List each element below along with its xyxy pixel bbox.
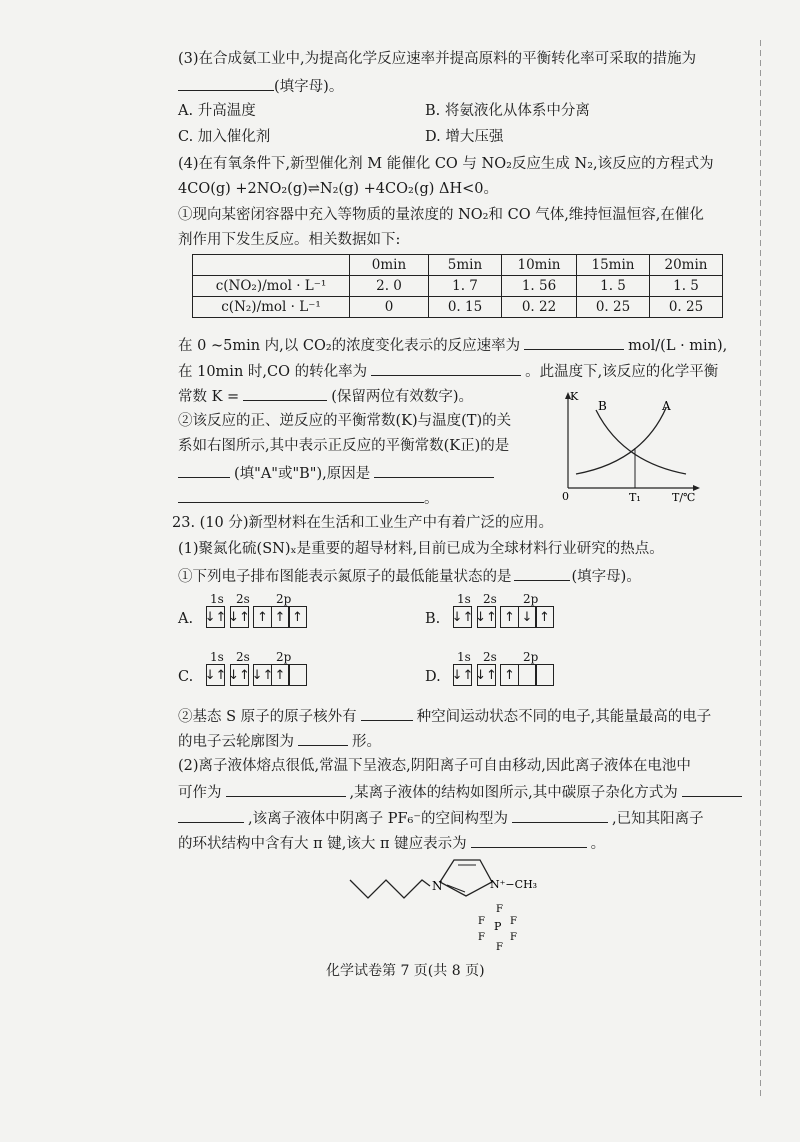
table-header-row [193, 255, 723, 276]
orbital-box: ↓↑ [453, 664, 472, 686]
pi-bond-blank[interactable] [471, 833, 587, 848]
table-header-cell: 10min [502, 255, 577, 276]
q4-equation: 4CO(g) +2NO₂(g)⇌N₂(g) +4CO₂(g) ΔH<0。 [178, 181, 498, 197]
orbital-box: ↑ [288, 606, 307, 628]
q23-part2-line3: ,该离子液体中阴离子 PF₆⁻的空间构型为 ,已知其阳离子 [178, 808, 704, 828]
reason-blank[interactable] [374, 463, 494, 478]
orbital-box: ↓↑ [230, 606, 249, 628]
f-label: F [478, 932, 485, 943]
q23-part1-2-line2: 的电子云轮廓图为 形。 [178, 731, 381, 751]
q23-part1-1: ①下列电子排布图能表示氮原子的最低能量状态的是 (填字母)。 [178, 566, 641, 586]
f-label: F [496, 904, 503, 915]
orbital-subshell-label: 2s [483, 592, 497, 606]
k-curve-blank[interactable] [178, 463, 230, 478]
q23-part1-2-line1: ②基态 S 原子的原子核外有 种空间运动状态不同的电子,其能量最高的电子 [178, 706, 711, 726]
table-cell: 0 [350, 297, 429, 318]
orbital-subshell-label: 1s [210, 592, 224, 606]
orbital-diagram [206, 606, 312, 628]
orbital-box: ↑ [271, 606, 290, 628]
binding-line [760, 40, 761, 1100]
orbital-box: ↓↑ [477, 664, 496, 686]
f-label: F [510, 916, 517, 927]
q3-option-b: B. 将氨液化从体系中分离 [425, 103, 590, 119]
q4-rate-line: 在 0 ~5min 内,以 CO₂的浓度变化表示的反应速率为 mol/(L · min), [178, 335, 727, 355]
butyl-chain [350, 880, 430, 898]
orbital-box: ↑ [535, 606, 554, 628]
orbital-box: ↓↑ [453, 606, 472, 628]
q4-stem: (4)在有氧条件下,新型催化剂 M 能催化 CO 与 NO₂反应生成 N₂,该反应的方程式为 [178, 156, 714, 172]
concentration-table [192, 254, 723, 318]
orbital-diagram [206, 664, 312, 686]
orbital-subshell-label: 2p [523, 592, 539, 606]
hybridization-blank-2[interactable] [178, 808, 244, 823]
table-cell: 1. 5 [650, 276, 723, 297]
table-cell: 0. 22 [502, 297, 577, 318]
orbital-box [518, 664, 537, 686]
q4-part2-line3: (填"A"或"B"),原因是 [178, 463, 494, 483]
curve-b-label: B [598, 399, 607, 413]
q3-answer-blank[interactable] [178, 76, 274, 91]
k-blank[interactable] [243, 386, 327, 401]
electron-count-blank[interactable] [361, 706, 413, 721]
table-header-cell: 0min [350, 255, 429, 276]
orbital-box: ↓↑ [206, 606, 225, 628]
orbital-box [535, 664, 554, 686]
page-footer: 化学试卷第 7 页(共 8 页) [326, 963, 485, 979]
reason-blank-2[interactable] [178, 488, 424, 503]
q4-part1-line2: 剂作用下发生反应。相关数据如下: [178, 232, 401, 248]
q23-title: 23. (10 分)新型材料在生活和工业生产中有着广泛的应用。 [172, 515, 554, 531]
n1-label: N [432, 879, 443, 893]
orbital-box: ↑ [500, 606, 519, 628]
q23-part2-line2: 可作为 ,某离子液体的结构如图所示,其中碳原子杂化方式为 [178, 782, 742, 802]
orbital-subshell-label: 1s [210, 650, 224, 664]
orbital-box: ↑ [500, 664, 519, 686]
f-label: F [510, 932, 517, 943]
orbital-option-label: D. [425, 669, 441, 685]
curve-a-label: A [662, 399, 671, 413]
q23-part2-line1: (2)离子液体熔点很低,常温下呈液态,阴阳离子可自由移动,因此离子液体在电池中 [178, 758, 691, 774]
orbital-box: ↓↑ [253, 664, 272, 686]
f-label: F [496, 942, 503, 952]
orbital-subshell-label: 2s [236, 592, 250, 606]
table-row [193, 297, 723, 318]
orbital-box: ↓ [518, 606, 537, 628]
x-axis-label: T/℃ [672, 491, 696, 503]
q3-stem: (3)在合成氨工业中,为提高化学反应速率并提高原料的平衡转化率可采取的措施为 [178, 51, 697, 67]
orbital-box: ↓↑ [230, 664, 249, 686]
q3-option-a: A. 升高温度 [178, 103, 256, 119]
orbital-box: ↓↑ [477, 606, 496, 628]
q4-k-line: 常数 K = (保留两位有效数字)。 [178, 386, 473, 406]
table-header-cell: 5min [429, 255, 502, 276]
anion-geometry-blank[interactable] [512, 808, 608, 823]
orbital-subshell-label: 2p [276, 592, 292, 606]
table-cell: 2. 0 [350, 276, 429, 297]
n2-label: N⁺−CH₃ [490, 878, 538, 891]
y-axis-label: K [570, 390, 579, 403]
q3-option-c: C. 加入催化剂 [178, 129, 271, 145]
q4-conversion-line: 在 10min 时,CO 的转化率为 。此温度下,该反应的化学平衡 [178, 361, 718, 381]
orbital-box: ↑ [271, 664, 290, 686]
q4-part2-line4: 。 [178, 488, 439, 508]
q4-part1-line1: ①现向某密闭容器中充入等物质的量浓度的 NO₂和 CO 气体,维持恒温恒容,在催化 [178, 207, 704, 223]
table-cell: c(NO₂)/mol · L⁻¹ [193, 276, 350, 297]
orbital-option-label: A. [178, 611, 194, 627]
orbital-option-label: B. [425, 611, 441, 627]
orbital-diagram [453, 664, 559, 686]
table-cell: 0. 25 [577, 297, 650, 318]
orbital-shape-blank[interactable] [298, 731, 348, 746]
q4-part2-line2: 系如右图所示,其中表示正反应的平衡常数(K正)的是 [178, 438, 510, 454]
orbital-subshell-label: 2s [483, 650, 497, 664]
ionic-liquid-structure [330, 852, 570, 952]
ionic-liquid-use-blank[interactable] [226, 782, 346, 797]
table-cell: 0. 15 [429, 297, 502, 318]
orbital-answer-blank[interactable] [514, 566, 570, 581]
q23-part2-line4: 的环状结构中含有大 π 键,该大 π 键应表示为 。 [178, 833, 605, 853]
table-cell: 1. 7 [429, 276, 502, 297]
table-cell: 0. 25 [650, 297, 723, 318]
rate-blank[interactable] [524, 335, 624, 350]
orbital-box: ↓↑ [206, 664, 225, 686]
p-label: P [494, 920, 502, 933]
table-cell: 1. 5 [577, 276, 650, 297]
orbital-subshell-label: 2p [276, 650, 292, 664]
q23-part1: (1)聚氮化硫(SN)ₓ是重要的超导材料,目前已成为全球材料行业研究的热点。 [178, 541, 664, 557]
table-header-cell [193, 255, 350, 276]
orbital-box [288, 664, 307, 686]
f-label: F [478, 916, 485, 927]
hybridization-blank[interactable] [682, 782, 742, 797]
table-header-cell: 15min [577, 255, 650, 276]
orbital-box: ↑ [253, 606, 272, 628]
orbital-subshell-label: 2p [523, 650, 539, 664]
table-cell: 1. 56 [502, 276, 577, 297]
conversion-blank[interactable] [371, 361, 521, 376]
orbital-option-label: C. [178, 669, 194, 685]
q4-part2-line1: ②该反应的正、逆反应的平衡常数(K)与温度(T)的关 [178, 413, 512, 429]
orbital-subshell-label: 1s [457, 650, 471, 664]
orbital-diagram [453, 606, 559, 628]
orbital-subshell-label: 2s [236, 650, 250, 664]
orbital-subshell-label: 1s [457, 592, 471, 606]
t1-label: T₁ [629, 491, 641, 503]
q3-option-d: D. 增大压强 [425, 129, 504, 145]
table-cell: c(N₂)/mol · L⁻¹ [193, 297, 350, 318]
q3-answer-line: (填字母)。 [178, 76, 343, 96]
table-row [193, 276, 723, 297]
table-header-cell: 20min [650, 255, 723, 276]
origin-label: 0 [562, 490, 569, 503]
k-vs-t-graph [556, 388, 706, 503]
